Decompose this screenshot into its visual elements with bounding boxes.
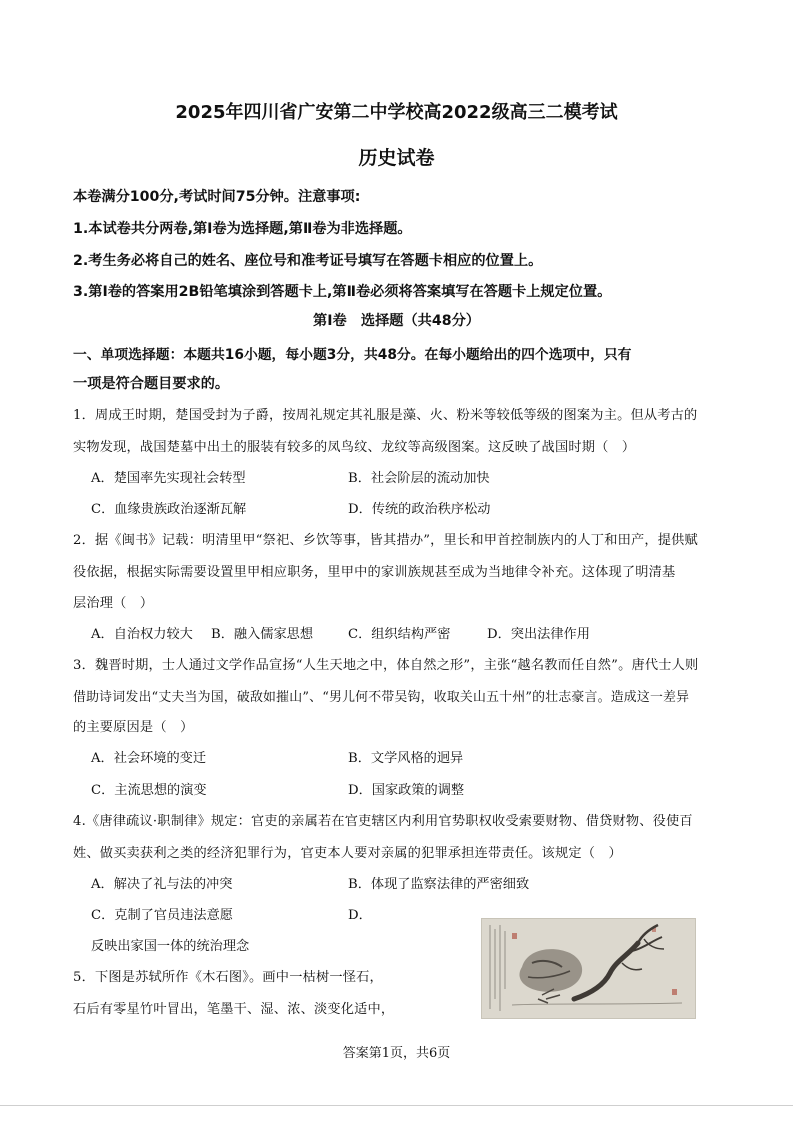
instruction-item: 2.考生务必将自己的姓名、座位号和准考证号填写在答题卡相应的位置上。 (73, 253, 543, 269)
question-4-option-a[interactable]: A．解决了礼与法的冲突 (91, 877, 233, 892)
question-5-text: 5．下图是苏轼所作《木石图》。画中一枯树一怪石， (73, 970, 383, 985)
question-2-option-d[interactable]: D．突出法律作用 (487, 627, 590, 642)
question-3-option-d[interactable]: D．国家政策的调整 (348, 783, 465, 798)
instruction-item: 3.第Ⅰ卷的答案用2B铅笔填涂到答题卡上,第Ⅱ卷必须将答案填写在答题卡上规定位置。 (73, 284, 612, 300)
question-2-text: 2．据《闽书》记载：明清里甲“祭祀、乡饮等事，皆其措办”，里长和甲首控制族内的人丁和田产，提供赋 (73, 533, 698, 548)
question-4-text: 4.《唐律疏议·职制律》规定：官吏的亲属若在官吏辖区内利用官势职权收受索要财物、借贷财物、役使百 (73, 814, 693, 829)
question-5-text: 石后有零星竹叶冒出，笔墨干、湿、浓、淡变化适中， (73, 1002, 395, 1017)
question-4-option-d[interactable]: D． (348, 908, 372, 923)
question-3-option-a[interactable]: A．社会环境的变迁 (91, 751, 207, 766)
question-4-option-c[interactable]: C．克制了官员违法意愿 (91, 908, 233, 923)
question-1-option-a[interactable]: A．楚国率先实现社会转型 (91, 471, 246, 486)
question-3-text: 3．魏晋时期，士人通过文学作品宣扬“人生天地之中，体自然之形”，主张“越名教而任自然”。唐代士人则 (73, 658, 699, 673)
painting-illustration (482, 919, 695, 1018)
question-1-text: 实物发现，战国楚墓中出土的服装有较多的凤鸟纹、龙纹等高级图案。这反映了战国时期（ ） (73, 440, 636, 455)
question-3-text: 的主要原因是（ ） (73, 720, 194, 735)
exam-title: 2025年四川省广安第二中学校高2022级高三二模考试 (175, 102, 618, 123)
question-2-text: 层治理（ ） (73, 596, 154, 611)
section-heading: 一项是符合题目要求的。 (73, 376, 230, 392)
question-4-text: 姓、做买卖获利之类的经济犯罪行为，官吏本人要对亲属的犯罪承担连带责任。该规定（ ） (73, 846, 622, 861)
question-1-option-c[interactable]: C．血缘贵族政治逐渐瓦解 (91, 502, 247, 517)
instructions-intro: 本卷满分100分,考试时间75分钟。注意事项: (73, 189, 361, 205)
section-title: 第Ⅰ卷 选择题（共48分） (313, 313, 480, 329)
question-2-option-b[interactable]: B．融入儒家思想 (211, 627, 314, 642)
question-3-option-b[interactable]: B．文学风格的迥异 (348, 751, 464, 766)
question-4-option-b[interactable]: B．体现了监察法律的严密细致 (348, 877, 530, 892)
wood-and-rock-painting (481, 918, 696, 1019)
question-3-text: 借助诗词发出“丈夫当为国，破敌如摧山”、“男儿何不带吴钩，收取关山五十州”的壮志豪言。造成这一差异 (73, 690, 690, 705)
question-2-option-a[interactable]: A．自治权力较大 (91, 627, 193, 642)
question-2-option-c[interactable]: C．组织结构严密 (348, 627, 451, 642)
question-3-option-c[interactable]: C．主流思想的演变 (91, 783, 207, 798)
page-divider (0, 1105, 793, 1106)
question-4-option-d-text: 反映出家国一体的统治理念 (91, 939, 250, 954)
question-1-option-b[interactable]: B．社会阶层的流动加快 (348, 471, 490, 486)
question-1-text: 1．周成王时期，楚国受封为子爵，按周礼规定其礼服是藻、火、粉米等较低等级的图案为主。但从考古的 (73, 408, 698, 423)
question-1-option-d[interactable]: D．传统的政治秩序松动 (348, 502, 491, 517)
instruction-item: 1.本试卷共分两卷,第Ⅰ卷为选择题,第Ⅱ卷为非选择题。 (73, 221, 412, 237)
exam-subtitle: 历史试卷 (358, 147, 435, 169)
section-heading: 一、单项选择题：本题共16小题，每小题3分，共48分。在每小题给出的四个选项中，只有 (73, 347, 632, 363)
page-footer: 答案第1页，共6页 (342, 1046, 451, 1061)
question-2-text: 役依据，根据实际需要设置里甲相应职务，里甲中的家训族规甚至成为当地律令补充。这体现了明清基 (73, 565, 676, 580)
